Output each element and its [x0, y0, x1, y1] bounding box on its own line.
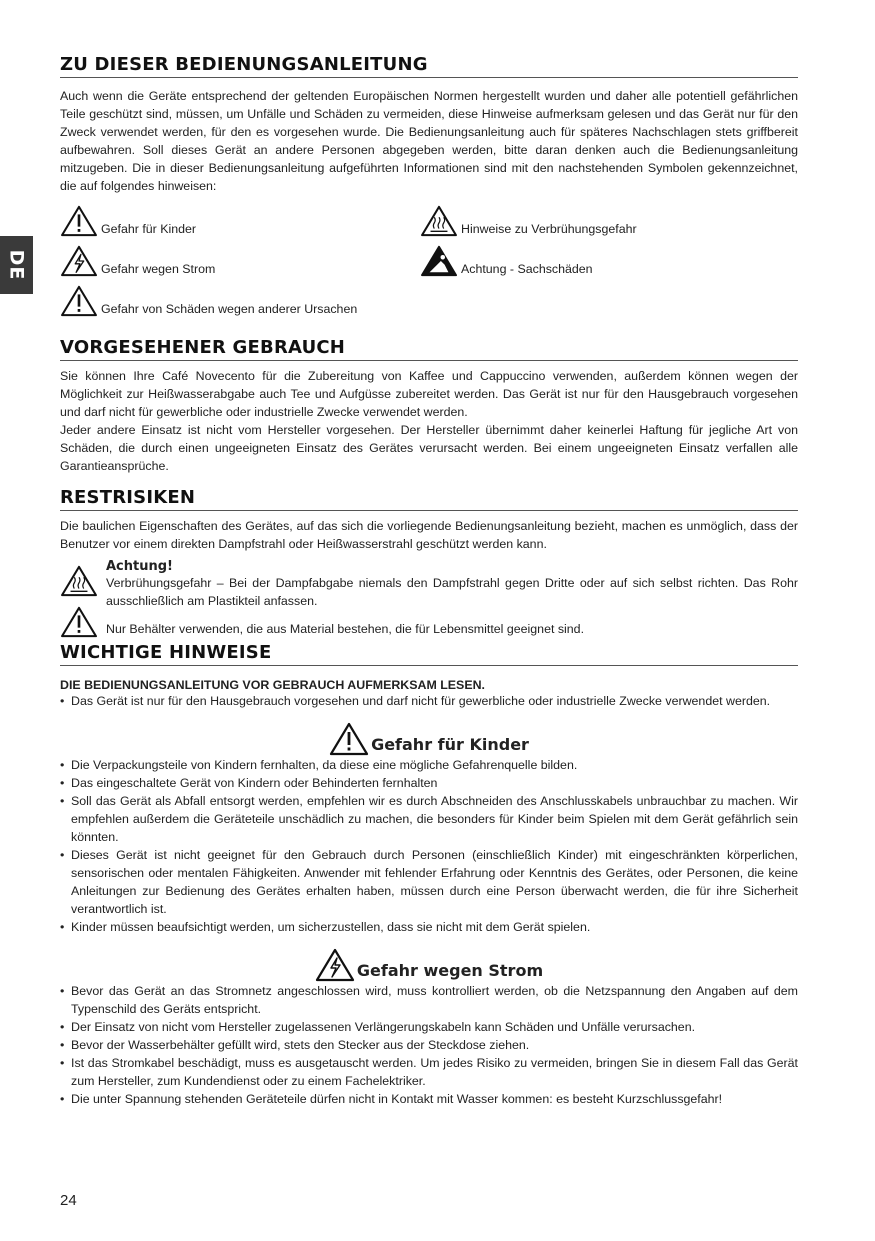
section-about [60, 54, 798, 323]
section-use-title: VORGESEHENER GEBRAUCH [60, 337, 798, 361]
section-use-body-2: Jeder andere Einsatz ist nicht vom Hersteller vorgesehen. Der Hersteller übernimmt daher keinerlei Haftung für jegliche Art von Schäden, die durch einen ungeeigneten Einsatz des Gerätes verursacht werden. Bei einem ungeeigneten Einsatz verfallen alle Garantieansprüche. [60, 423, 798, 473]
list-item: • Kinder müssen beaufsichtigt werden, um sicherzustellen, dass sie nicht mit dem Gerät spielen. [60, 918, 798, 936]
list-item: • Dieses Gerät ist nicht geeignet für den Gebrauch durch Personen (einschließlich Kinder) mit eingeschränkten körperlichen, sensorischen oder mentalen Fähigkeiten. Anwender mit fehlender Erfahrung oder Kenntnis des Gerätes, oder Personen, die keine Anleitungen zur Bedienung des Gerätes erhalten haben, müssen durch eine Person überwacht werden, die für ihre Sicherheit verantwortlich ist. [60, 846, 798, 918]
language-tab-label: DE [5, 249, 28, 281]
section-risks-title: RESTRISIKEN [60, 487, 798, 511]
list-item: • Die Verpackungsteile von Kindern fernhalten, da diese eine mögliche Gefahrenquelle bilden. [60, 756, 798, 774]
legend-electric [60, 243, 215, 277]
section-about-title: ZU DIESER BEDIENUNGSANLEITUNG [60, 54, 798, 78]
list-item: • Bevor das Gerät an das Stromnetz angeschlossen wird, muss kontrolliert werden, ob die Netzspannung den Angaben auf dem Typenschild des Geräts entspricht. [60, 982, 798, 1018]
symbol-legend [60, 203, 798, 323]
electric-subhead [60, 948, 798, 982]
hot-surface-icon [420, 205, 458, 237]
language-tab [0, 236, 33, 294]
page-content [60, 54, 798, 1108]
risks-warning-text-2: Nur Behälter verwenden, die aus Material bestehen, die für Lebensmittel geeignet sind. [106, 622, 585, 636]
page-number: 24 [60, 1192, 77, 1209]
electric-hazard-icon [315, 948, 355, 982]
warning-triangle-icon [329, 722, 369, 756]
section-use-body-1: Sie können Ihre Café Novecento für die Zubereitung von Kaffee und Cappuccino verwenden, außerdem können wegen der Möglichkeit zur Heißwasserabgabe auch Tee und Aufgüsse zubereitet werden. Das Gerät ist nur für den Hausgebrauch vorgesehen und darf nicht für gewerbliche oder industrielle Zwecke verwendet werden. [60, 369, 798, 419]
risks-warning-title: Achtung! [106, 559, 173, 574]
list-item: • Ist das Stromkabel beschädigt, muss es ausgetauscht werden. Um jedes Risiko zu vermeiden, bringen Sie in diesem Fall das Gerät zum Hersteller, zum Kundendienst oder zu einem Fachelektriker. [60, 1054, 798, 1090]
list-item: • Der Einsatz von nicht vom Hersteller zugelassenen Verlängerungskabeln kann Schäden und Unfälle verursachen. [60, 1018, 798, 1036]
legend-children [60, 203, 196, 237]
section-risks [60, 487, 798, 638]
list-item: • Das eingeschaltete Gerät von Kindern oder Behinderten fernhalten [60, 774, 798, 792]
section-use [60, 337, 798, 475]
legend-property-label: Achtung - Sachschäden [461, 262, 593, 276]
children-subhead [60, 722, 798, 756]
legend-children-label: Gefahr für Kinder [101, 222, 197, 236]
legend-scald-label: Hinweise zu Verbrühungsgefahr [461, 222, 637, 236]
legend-scald [420, 203, 637, 237]
risks-warning [60, 559, 798, 638]
section-important [60, 642, 798, 1108]
electric-subhead-title: Gefahr wegen Strom [356, 961, 544, 980]
warning-triangle-icon [60, 205, 98, 237]
list-item: • Bevor der Wasserbehälter gefüllt wird, stets den Stecker aus der Steckdose ziehen. [60, 1036, 798, 1054]
legend-other-label: Gefahr von Schäden wegen anderer Ursachen [101, 302, 358, 316]
list-item: • Die unter Spannung stehenden Geräteteile dürfen nicht in Kontakt mit Wasser kommen: es besteht Kurzschlussgefahr! [60, 1090, 798, 1108]
risks-warning-text: Verbrühungsgefahr – Bei der Dampfabgabe niemals den Dampfstrahl gegen Dritte oder auf sich selbst richten. Das Rohr ausschließlich am Plastikteil anfassen. [106, 576, 798, 608]
legend-property [420, 243, 593, 277]
section-risks-body: Die baulichen Eigenschaften des Gerätes, auf das sich die vorliegende Bedienungsanleitung bezieht, machen es unmöglich, dass der Benutzer vor einem direkten Dampfstrahl oder Heißwasserstrahl geschützt werden kann. [60, 519, 798, 551]
warning-triangle-icon [60, 606, 98, 638]
legend-other [60, 283, 357, 317]
section-important-title: WICHTIGE HINWEISE [60, 642, 798, 666]
legend-electric-label: Gefahr wegen Strom [101, 262, 216, 276]
section-about-body: Auch wenn die Geräte entsprechend der geltenden Europäischen Normen hergestellt wurden und daher alle potentiell gefährlichen Teile geschützt sind, müssen, um Unfälle und Schäden zu vermeiden, diese Hinweise aufmerksam gelesen und das Gerät nur für den Zweck verwendet werden, für den es vorgesehen wurde. Die Bedienungsanleitung auch für späteres Nachschlagen stets griffbereit aufbewahren. Soll dieses Gerät an andere Personen abgegeben werden, bitte daran denken auch die Bedienungsanleitung mitzugeben. Die in dieser Bedienungsanleitung aufgeführten Informationen sind mit den nachstehenden Symbolen gekennzeichnet, die auf folgendes hinweisen: [60, 89, 798, 193]
property-damage-icon [420, 245, 458, 277]
important-lead: DIE BEDIENUNGSANLEITUNG VOR GEBRAUCH AUFMERKSAM LESEN. [60, 678, 485, 692]
warning-triangle-icon [60, 285, 98, 317]
list-item: • Das Gerät ist nur für den Hausgebrauch vorgesehen und darf nicht für gewerbliche oder industrielle Zwecke verwendet werden. [60, 692, 798, 710]
list-item: • Soll das Gerät als Abfall entsorgt werden, empfehlen wir es durch Abschneiden des Anschlusskabels unbrauchbar zu machen. Wir empfehlen außerdem die Geräteteile unschädlich zu machen, die besonders für Kinder beim Spielen mit dem Gerät gefährlich sein könnten. [60, 792, 798, 846]
hot-surface-icon [60, 565, 98, 597]
children-subhead-title: Gefahr für Kinder [371, 735, 529, 754]
electric-hazard-icon [60, 245, 98, 277]
